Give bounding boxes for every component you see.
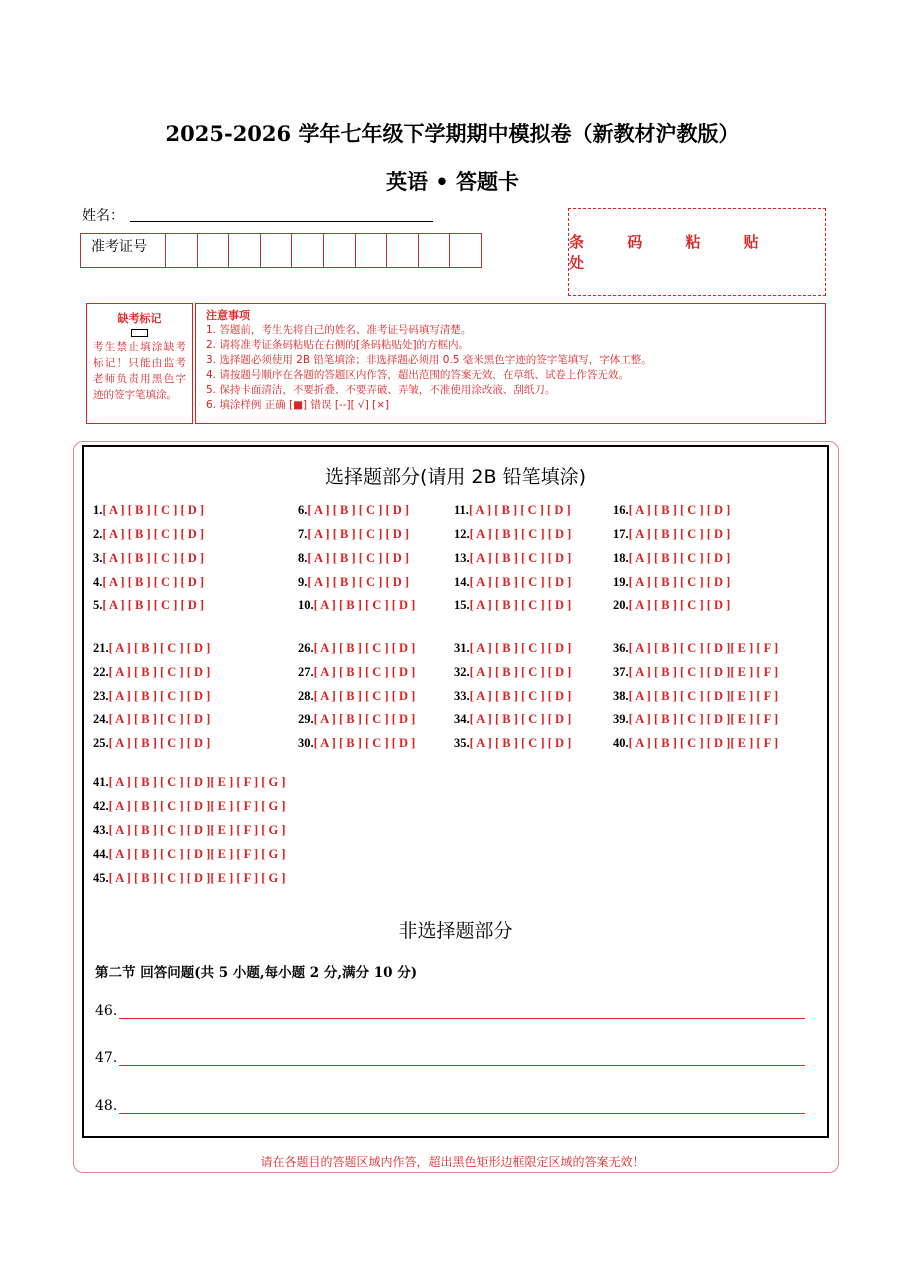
question-number: 28. [298,689,314,703]
choice-question [454,551,571,566]
choice-question [298,712,415,727]
note-item: 5. 保持卡面清洁，不要折叠、不要弄破、弄皱，不准使用涂改液、刮纸刀。 [206,384,556,396]
answer-options[interactable]: [ A ] [ B ] [ C ] [ D ] [313,641,416,655]
answer-options[interactable]: [ A ] [ B ] [ C ] [ D ] [307,527,410,541]
exam-id-cell[interactable] [229,234,261,267]
question-number: 15. [454,598,470,612]
question-number: 4. [93,575,103,589]
section-heading: 第二节 回答问题(共 5 小题,每小题 2 分,满分 10 分) [95,965,418,981]
answer-options[interactable]: [ A ] [ B ] [ C ] [ D ] [469,598,572,612]
question-number: 12. [454,527,470,541]
choice-question [298,551,409,566]
absent-mark-box [86,303,193,424]
question-number: 27. [298,665,314,679]
notes-box [195,303,826,424]
answer-options[interactable]: [ A ] [ B ] [ C ] [ D ] [108,665,211,679]
answer-options[interactable]: [ A ] [ B ] [ C ] [ D ] [307,551,410,565]
question-number: 5. [93,598,103,612]
question-number: 22. [93,665,109,679]
note-item: 6. 填涂样例 正确 [■] 错误 [--][ √] [×] [206,399,390,411]
question-number: 17. [613,527,629,541]
page-title: 2025-2026 学年七年级下学期期中模拟卷（新教材沪教版） [165,121,740,146]
choice-question [613,598,730,613]
question-number: 21. [93,641,109,655]
choice-question [454,641,571,656]
answer-options[interactable]: [ A ] [ B ] [ C ] [ D ] [102,527,205,541]
question-number: 7. [298,527,308,541]
question-number: 45. [93,871,109,885]
choice-question [93,689,210,704]
footer-warning: 请在各题目的答题区域内作答，超出黑色矩形边框限定区域的答案无效！ [260,1155,645,1169]
choice-question [93,527,204,542]
choice-question [454,689,571,704]
answer-options[interactable]: [ A ] [ B ] [ C ] [ D ] [469,665,572,679]
exam-id-cell[interactable] [261,234,293,267]
exam-id-box [80,233,482,268]
answer-options[interactable]: [ A ] [ B ] [ C ] [ D ] [108,641,211,655]
question-number: 14. [454,575,470,589]
choice-question [298,641,415,656]
question-number: 43. [93,823,109,837]
exam-id-cell[interactable] [356,234,388,267]
answer-options[interactable]: [ A ] [ B ] [ C ] [ D ] [307,503,410,517]
choice-question [93,641,210,656]
note-item: 3. 选择题必须使用 2B 铅笔填涂；非选择题必须用 0.5 毫米黑色字迹的签字笔填写，字体工整。 [206,354,652,366]
choice-question [613,527,730,542]
answer-label-46: 46. [95,1003,118,1019]
question-number: 38. [613,689,629,703]
answer-options[interactable]: [ A ] [ B ] [ C ] [ D ] [628,575,731,589]
page-subtitle: 英语 • 答题卡 [385,170,520,194]
choice-question [613,551,730,566]
question-number: 39. [613,712,629,726]
question-number: 23. [93,689,109,703]
choice-question [93,823,286,838]
answer-options[interactable]: [ A ] [ B ] [ C ] [ D ][ E ] [ F ] [ G ] [108,775,286,789]
choice-question [454,575,571,590]
question-number: 42. [93,799,109,813]
choice-question [613,575,730,590]
choice-question [613,641,778,656]
answer-options[interactable]: [ A ] [ B ] [ C ] [ D ] [102,575,205,589]
question-number: 20. [613,598,629,612]
question-number: 41. [93,775,109,789]
question-number: 25. [93,736,109,750]
question-number: 36. [613,641,629,655]
nonchoice-section-title: 非选择题部分 [398,920,513,942]
barcode-label: 条 码 粘 贴 处 [569,233,778,272]
choice-question [93,736,210,751]
choice-question [93,847,286,862]
answer-label-48: 48. [95,1098,118,1114]
answer-options[interactable]: [ A ] [ B ] [ C ] [ D ][ E ] [ F ] [ G ] [108,871,286,885]
answer-label-47: 47. [95,1050,118,1066]
question-number: 26. [298,641,314,655]
question-number: 30. [298,736,314,750]
choice-question [298,598,415,613]
answer-options[interactable]: [ A ] [ B ] [ C ] [ D ] [628,527,731,541]
note-item: 2. 请将准考证条码粘贴在右侧的[条码粘贴处]的方框内。 [206,339,470,351]
absent-text: 考生禁止填涂缺考标记！只能由监考老师负责用黑色字迹的签字笔填涂。 [93,341,186,401]
name-field[interactable] [130,221,433,222]
question-number: 18. [613,551,629,565]
exam-id-cell[interactable] [166,234,198,267]
choice-question [93,799,286,814]
choice-question [613,665,778,680]
exam-id-label: 准考证号 [81,234,166,267]
answer-options[interactable]: [ A ] [ B ] [ C ] [ D ] [628,598,731,612]
choice-question [93,665,210,680]
absent-mark-checkbox[interactable] [131,329,148,337]
question-number: 11. [454,503,469,517]
choice-question [298,527,409,542]
answer-line-47[interactable] [119,1065,805,1066]
barcode-area [568,208,826,296]
question-number: 2. [93,527,103,541]
choice-question [298,736,415,751]
choice-question [298,503,409,518]
choice-question [298,665,415,680]
answer-options[interactable]: [ A ] [ B ] [ C ] [ D ] [313,712,416,726]
question-number: 13. [454,551,470,565]
answer-options[interactable]: [ A ] [ B ] [ C ] [ D ] [469,736,572,750]
answer-options[interactable]: [ A ] [ B ] [ C ] [ D ] [469,641,572,655]
question-number: 8. [298,551,308,565]
question-number: 31. [454,641,470,655]
answer-options[interactable]: [ A ] [ B ] [ C ] [ D ] [307,575,410,589]
question-number: 44. [93,847,109,861]
choice-question [93,775,286,790]
choice-question [454,503,571,518]
choice-question [93,598,204,613]
question-number: 9. [298,575,308,589]
question-number: 32. [454,665,470,679]
answer-options[interactable]: [ A ] [ B ] [ C ] [ D ] [628,503,731,517]
choice-question [93,503,204,518]
question-number: 10. [298,598,314,612]
question-number: 34. [454,712,470,726]
exam-id-cell[interactable] [419,234,451,267]
answer-options[interactable]: [ A ] [ B ] [ C ] [ D ] [108,736,211,750]
choice-question [454,712,571,727]
choice-question [613,712,778,727]
choice-question [93,712,210,727]
note-item: 4. 请按题号顺序在各题的答题区内作答，超出范围的答案无效，在草纸、试卷上作答无效。 [206,369,629,381]
answer-options[interactable]: [ A ] [ B ] [ C ] [ D ] [628,551,731,565]
choice-question [93,871,286,886]
answer-line-46[interactable] [119,1018,805,1019]
question-number: 19. [613,575,629,589]
answer-options[interactable]: [ A ] [ B ] [ C ] [ D ] [469,575,572,589]
answer-area [82,445,829,1138]
answer-options[interactable]: [ A ] [ B ] [ C ] [ D ][ E ] [ F ] [628,665,779,679]
answer-options[interactable]: [ A ] [ B ] [ C ] [ D ] [469,551,572,565]
choice-question [454,665,571,680]
exam-id-cell[interactable] [292,234,324,267]
question-number: 3. [93,551,103,565]
question-number: 35. [454,736,470,750]
answer-options[interactable]: [ A ] [ B ] [ C ] [ D ] [313,598,416,612]
answer-options[interactable]: [ A ] [ B ] [ C ] [ D ] [102,551,205,565]
question-number: 24. [93,712,109,726]
answer-options[interactable]: [ A ] [ B ] [ C ] [ D ] [313,736,416,750]
choice-question [93,551,204,566]
question-number: 37. [613,665,629,679]
answer-options[interactable]: [ A ] [ B ] [ C ] [ D ] [108,712,211,726]
answer-options[interactable]: [ A ] [ B ] [ C ] [ D ] [468,503,571,517]
choice-question [298,689,415,704]
note-item: 1. 答题前，考生先将自己的姓名、准考证号码填写清楚。 [206,324,472,336]
choice-question [613,736,778,751]
exam-id-cell[interactable] [450,234,481,267]
notes-title: 注意事项 [206,309,250,322]
answer-options[interactable]: [ A ] [ B ] [ C ] [ D ] [469,712,572,726]
answer-options[interactable]: [ A ] [ B ] [ C ] [ D ] [469,689,572,703]
answer-options[interactable]: [ A ] [ B ] [ C ] [ D ][ E ] [ F ] [ G ] [108,847,286,861]
answer-options[interactable]: [ A ] [ B ] [ C ] [ D ][ E ] [ F ] [628,712,779,726]
exam-id-cell[interactable] [324,234,356,267]
answer-options[interactable]: [ A ] [ B ] [ C ] [ D ] [313,689,416,703]
answer-options[interactable]: [ A ] [ B ] [ C ] [ D ][ E ] [ F ] [628,736,779,750]
choice-section-title: 选择题部分(请用 2B 铅笔填涂) [324,466,587,488]
answer-options[interactable]: [ A ] [ B ] [ C ] [ D ][ E ] [ F ] [ G ] [108,823,286,837]
answer-options[interactable]: [ A ] [ B ] [ C ] [ D ][ E ] [ F ] [628,641,779,655]
question-number: 1. [93,503,103,517]
choice-question [613,503,730,518]
answer-options[interactable]: [ A ] [ B ] [ C ] [ D ][ E ] [ F ] [ G ] [108,799,286,813]
name-label: 姓名： [82,208,124,224]
question-number: 33. [454,689,470,703]
answer-options[interactable]: [ A ] [ B ] [ C ] [ D ] [469,527,572,541]
exam-id-cell[interactable] [387,234,419,267]
answer-options[interactable]: [ A ] [ B ] [ C ] [ D ] [102,503,205,517]
choice-question [454,736,571,751]
choice-question [454,598,571,613]
question-number: 6. [298,503,308,517]
choice-question [454,527,571,542]
exam-id-cell[interactable] [198,234,230,267]
choice-question [613,689,778,704]
answer-options[interactable]: [ A ] [ B ] [ C ] [ D ] [313,665,416,679]
question-number: 29. [298,712,314,726]
answer-line-48[interactable] [119,1113,805,1114]
choice-question [93,575,204,590]
choice-question [298,575,409,590]
answer-options[interactable]: [ A ] [ B ] [ C ] [ D ][ E ] [ F ] [628,689,779,703]
question-number: 40. [613,736,629,750]
answer-options[interactable]: [ A ] [ B ] [ C ] [ D ] [108,689,211,703]
question-number: 16. [613,503,629,517]
answer-options[interactable]: [ A ] [ B ] [ C ] [ D ] [102,598,205,612]
absent-title: 缺考标记 [117,312,162,325]
